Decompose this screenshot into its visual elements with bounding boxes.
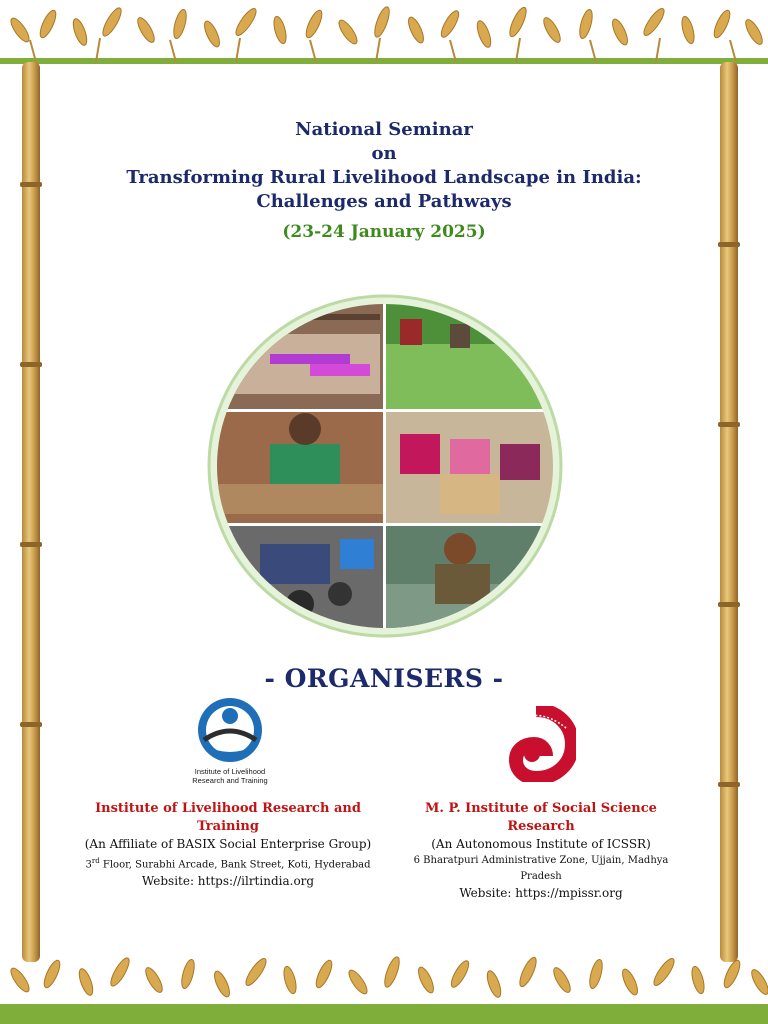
mpissr-affiliation: (An Autonomous Institute of ICSSR) xyxy=(431,837,651,851)
organiser-mpissr xyxy=(398,800,684,901)
seminar-theme-subtitle: Challenges and Pathways xyxy=(256,191,512,212)
seminar-line-1: National Seminar xyxy=(295,119,473,140)
wheat-stalk-right xyxy=(720,62,738,962)
ilrt-name: Institute of Livelihood Research and Training xyxy=(95,801,361,834)
ilrt-logo-icon xyxy=(186,694,274,790)
organisers-heading: - ORGANISERS - xyxy=(264,664,504,693)
seminar-dates: (23-24 January 2025) xyxy=(282,222,486,242)
livelihood-photo-collage xyxy=(200,294,570,644)
seminar-theme-line: Transforming Rural Livelihood Landscape in India: xyxy=(126,167,642,188)
mpissr-address: 6 Bharatpuri Administrative Zone, Ujjain, Madhya Pradesh xyxy=(413,855,669,882)
wheat-border-bottom xyxy=(0,944,768,1024)
wheat-stalk-left xyxy=(22,62,40,962)
ilrt-affiliation: (An Affiliate of BASIX Social Enterprise Group) xyxy=(84,837,372,851)
seminar-line-2: on xyxy=(371,143,397,164)
ilrt-logo-text-2: Research and Training xyxy=(192,776,268,785)
seminar-title-block xyxy=(100,118,668,242)
ilrt-address: 3rd Floor, Surabhi Arcade, Bank Street, Koti, Hyderabad xyxy=(85,857,371,871)
mpissr-logo-icon xyxy=(496,706,576,782)
mpissr-website-link[interactable]: Website: https://mpissr.org xyxy=(459,886,623,900)
mpissr-name: M. P. Institute of Social Science Research xyxy=(425,801,657,834)
organiser-ilrt xyxy=(80,800,376,889)
ilrt-logo-text-1: Institute of Livelihood xyxy=(194,767,266,776)
ilrt-website-link[interactable]: Website: https://ilrtindia.org xyxy=(141,874,315,889)
wheat-border-top xyxy=(0,0,768,80)
